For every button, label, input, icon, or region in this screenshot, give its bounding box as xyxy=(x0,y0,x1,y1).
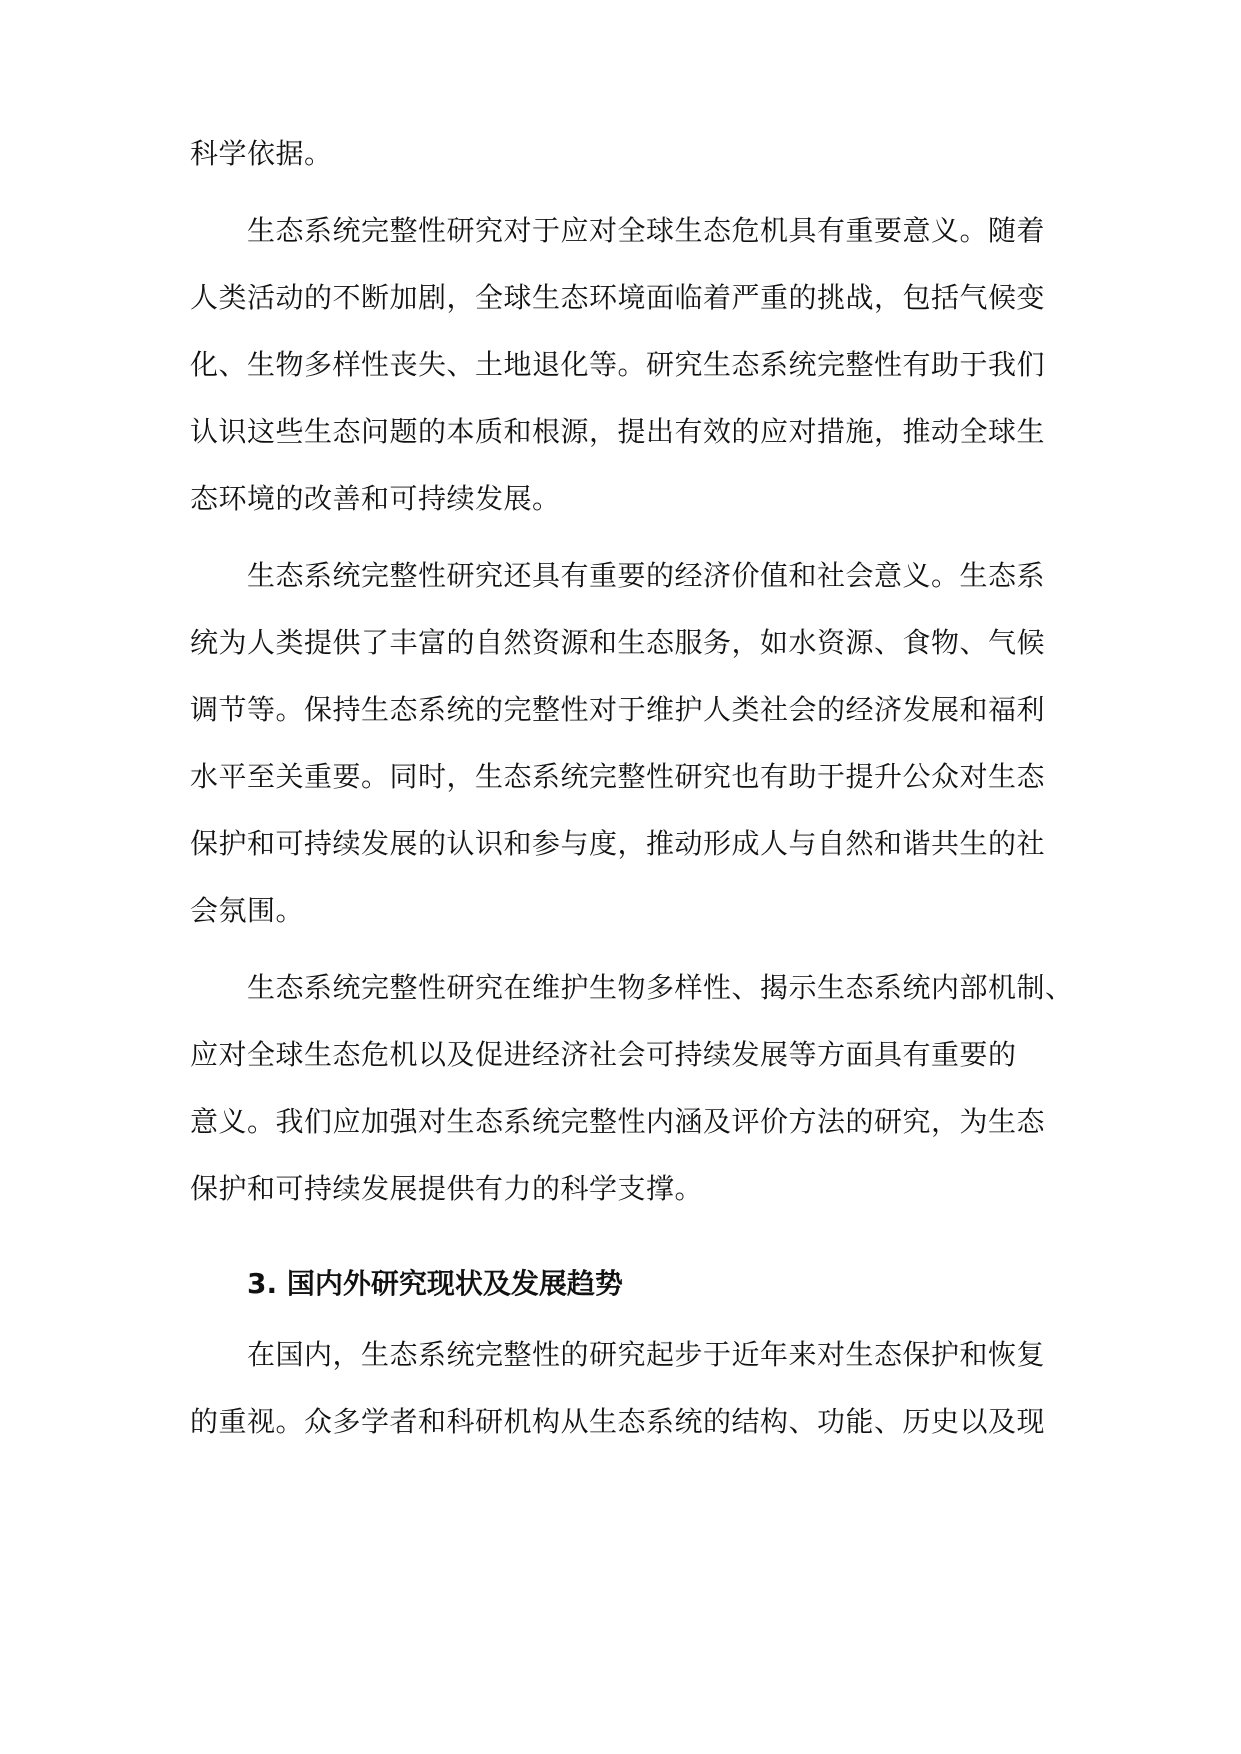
text-line: 会氛围。 xyxy=(190,894,305,927)
text-line: 保护和可持续发展的认识和参与度，推动形成人与自然和谐共生的社 xyxy=(190,827,1046,860)
text-line: 态环境的改善和可持续发展。 xyxy=(190,482,561,515)
text-line: 人类活动的不断加剧，全球生态环境面临着严重的挑战，包括气候变 xyxy=(190,281,1046,314)
text-line: 水平至关重要。同时，生态系统完整性研究也有助于提升公众对生态 xyxy=(190,760,1046,793)
text-line: 生态系统完整性研究还具有重要的经济价值和社会意义。生态系 xyxy=(247,559,1046,592)
text-line: 在国内，生态系统完整性的研究起步于近年来对生态保护和恢复 xyxy=(247,1338,1046,1371)
text-line: 应对全球生态危机以及促进经济社会可持续发展等方面具有重要的 xyxy=(190,1038,1017,1071)
section-heading: 3. 国内外研究现状及发展趋势 xyxy=(247,1267,623,1300)
text-line: 意义。我们应加强对生态系统完整性内涵及评价方法的研究，为生态 xyxy=(190,1105,1046,1138)
text-line: 调节等。保持生态系统的完整性对于维护人类社会的经济发展和福利 xyxy=(190,693,1046,726)
text-line: 认识这些生态问题的本质和根源，提出有效的应对措施，推动全球生 xyxy=(190,415,1046,448)
text-line: 生态系统完整性研究在维护生物多样性、揭示生态系统内部机制、 xyxy=(247,971,1074,1004)
text-line: 化、生物多样性丧失、土地退化等。研究生态系统完整性有助于我们 xyxy=(190,348,1046,381)
text-line: 的重视。众多学者和科研机构从生态系统的结构、功能、历史以及现 xyxy=(190,1405,1046,1438)
text-line: 生态系统完整性研究对于应对全球生态危机具有重要意义。随着 xyxy=(247,214,1046,247)
text-line: 统为人类提供了丰富的自然资源和生态服务，如水资源、食物、气候 xyxy=(190,626,1046,659)
text-line: 保护和可持续发展提供有力的科学支撑。 xyxy=(190,1172,704,1205)
text-line: 科学依据。 xyxy=(190,137,333,170)
